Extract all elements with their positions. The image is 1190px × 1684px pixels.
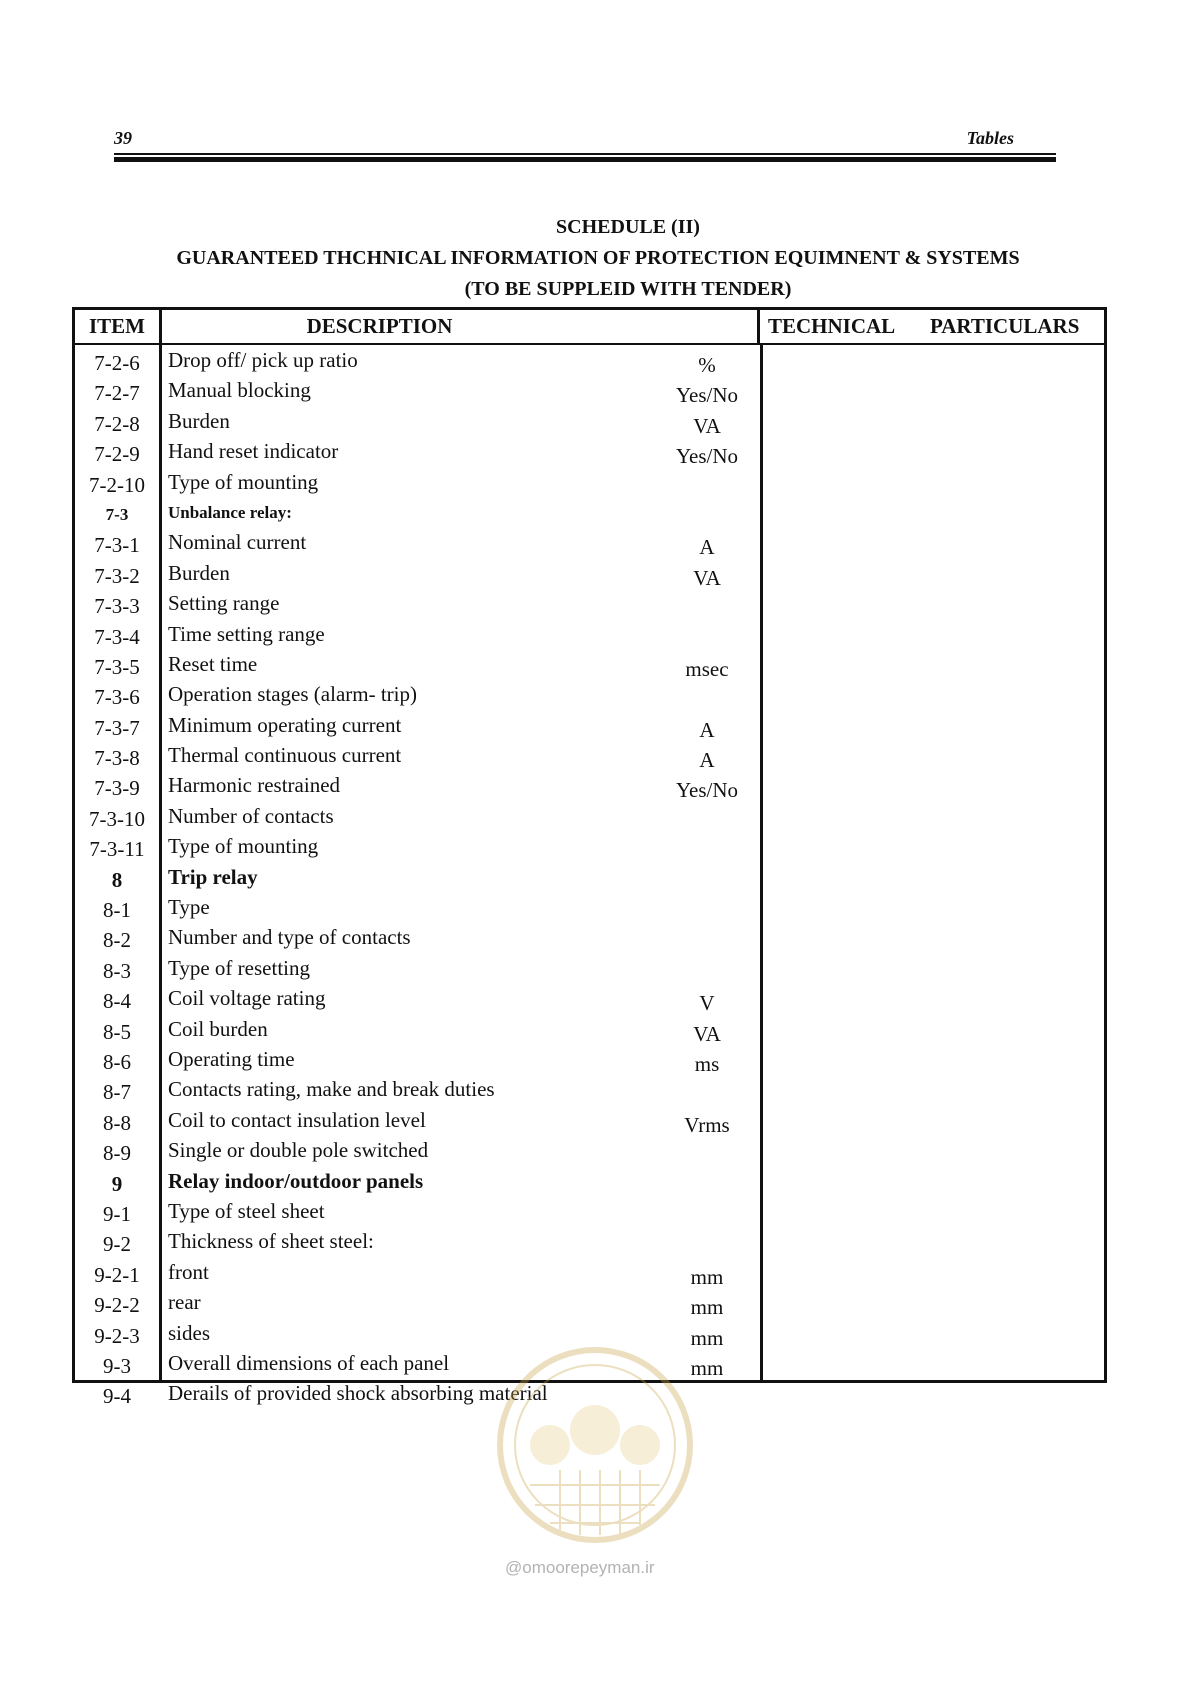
- item-cell: 8-9: [103, 1141, 131, 1166]
- description-cell: Hand reset indicator: [168, 439, 339, 464]
- item-cell: 7-3-8: [94, 746, 140, 771]
- unit-cell: ms: [694, 1051, 720, 1076]
- description-cell: Coil voltage rating: [168, 986, 326, 1011]
- description-cell: Nominal current: [168, 530, 307, 555]
- description-cell: Thickness of sheet steel:: [168, 1229, 374, 1254]
- unit-cell: A: [699, 717, 715, 742]
- description-cell: Setting range: [168, 591, 280, 616]
- item-cell: 7-2-8: [94, 411, 140, 436]
- item-cell: 8-8: [103, 1110, 131, 1135]
- item-cell: 9-4: [103, 1384, 131, 1409]
- table-body: [75, 345, 1104, 1409]
- unit-cell: Yes/No: [675, 444, 739, 469]
- description-cell: Burden: [168, 560, 230, 585]
- description-cell: Trip relay: [168, 864, 258, 889]
- description-cell: Unbalance relay:: [168, 502, 292, 522]
- item-cell: 8-4: [103, 989, 131, 1014]
- description-cell: Coil to contact insulation level: [168, 1107, 426, 1132]
- item-cell: 7-3-10: [89, 806, 145, 831]
- table-row: [162, 1105, 760, 1135]
- description-cell: front: [168, 1259, 209, 1284]
- description-cell: Coil burden: [168, 1016, 268, 1041]
- unit-cell: Vrms: [684, 1112, 730, 1137]
- table-row: [162, 710, 760, 740]
- item-cell: 8-3: [103, 958, 131, 983]
- item-cell: 8-6: [103, 1049, 131, 1074]
- table-row: [162, 1044, 760, 1074]
- item-cell: 7-3: [105, 504, 129, 524]
- description-cell: Burden: [168, 408, 230, 433]
- item-cell: 9-2-2: [94, 1293, 140, 1318]
- description-cell: Type of mounting: [168, 834, 319, 859]
- description-cell: Overall dimensions of each panel: [168, 1350, 450, 1375]
- header-rule-thick: [114, 157, 1056, 162]
- table-row: [162, 619, 760, 649]
- item-cell: 7-3-4: [94, 624, 140, 649]
- description-cell: Harmonic restrained: [168, 773, 341, 798]
- description-cell: Time setting range: [168, 621, 325, 646]
- table-row: [162, 588, 760, 618]
- description-cell: rear: [168, 1290, 201, 1315]
- item-cell: 9-2-1: [94, 1262, 140, 1287]
- table-row: [162, 375, 760, 408]
- watermark-seal: [490, 1335, 700, 1565]
- unit-cell: VA: [693, 565, 721, 590]
- table-row: [162, 1135, 760, 1165]
- schedule-title: SCHEDULE (II): [556, 216, 700, 238]
- item-cell: 9-2-3: [94, 1323, 140, 1348]
- item-cell: 8-7: [103, 1080, 131, 1105]
- column-header-technical-particulars: [760, 310, 1104, 343]
- description-cell: Type: [168, 895, 210, 920]
- table-row: [162, 1166, 760, 1196]
- unit-cell: A: [699, 748, 715, 773]
- item-cell: 7-3-3: [94, 594, 140, 619]
- item-column: [75, 345, 162, 1409]
- schedule-note: (TO BE SUPPLEID WITH TENDER): [464, 278, 792, 300]
- column-header-particulars: PARTICULARS: [930, 314, 1080, 338]
- description-column: [162, 345, 763, 1406]
- table-row: [162, 1014, 760, 1044]
- table-row: [162, 497, 760, 527]
- unit-cell: V: [699, 991, 715, 1016]
- item-cell: 7-2-10: [89, 472, 145, 497]
- description-cell: Type of mounting: [168, 469, 319, 494]
- unit-cell: mm: [690, 1325, 724, 1350]
- description-cell: Type of steel sheet: [168, 1198, 325, 1223]
- table-row: [162, 862, 760, 892]
- table-row: [162, 740, 760, 773]
- table-row: [162, 649, 760, 679]
- description-cell: Contacts rating, make and break duties: [168, 1077, 495, 1102]
- item-cell: 7-2-7: [94, 381, 140, 406]
- description-cell: Type of resetting: [168, 955, 310, 980]
- item-cell: 7-3-7: [94, 715, 140, 740]
- table-row: [162, 1287, 760, 1320]
- table-row: [162, 527, 760, 560]
- item-cell: 8: [111, 867, 123, 892]
- unit-cell: %: [698, 353, 716, 377]
- technical-particulars-column: [763, 345, 1104, 1380]
- unit-cell: msec: [685, 656, 729, 681]
- item-cell: 9: [111, 1171, 123, 1196]
- section-title: Tables: [966, 128, 1014, 148]
- item-cell: 7-3-5: [94, 654, 140, 679]
- table-row: [162, 406, 760, 436]
- column-header-item: ITEM: [75, 310, 162, 343]
- table-row: [162, 953, 760, 983]
- item-cell: 8-2: [103, 928, 131, 953]
- item-cell: 7-2-6: [94, 351, 140, 375]
- table-row: [162, 831, 760, 861]
- description-cell: Derails of provided shock absorbing material: [168, 1381, 548, 1406]
- item-cell: 8-1: [103, 898, 131, 923]
- item-cell: 7-3-6: [94, 685, 140, 710]
- table-row: [162, 1226, 760, 1256]
- description-cell: Drop off/ pick up ratio: [168, 348, 358, 372]
- schedule-table: [72, 307, 1107, 1409]
- unit-cell: VA: [693, 1021, 721, 1046]
- unit-cell: mm: [690, 1264, 724, 1289]
- table-row: [162, 1074, 760, 1104]
- description-cell: Number of contacts: [168, 803, 334, 828]
- table-row: [162, 770, 760, 803]
- item-cell: 7-3-2: [94, 563, 140, 588]
- schedule-titles: [72, 212, 1172, 305]
- table-row: [162, 892, 760, 922]
- item-cell: 7-3-11: [89, 837, 145, 862]
- unit-cell: VA: [693, 413, 721, 438]
- column-header-technical: TECHNICAL: [768, 314, 896, 338]
- unit-cell: mm: [690, 1295, 724, 1320]
- description-cell: Manual blocking: [168, 378, 311, 403]
- table-row: [162, 467, 760, 497]
- description-cell: Number and type of contacts: [168, 925, 411, 950]
- table-row: [162, 436, 760, 469]
- description-cell: Thermal continuous current: [168, 743, 402, 768]
- unit-cell: Yes/No: [675, 383, 739, 408]
- table-row: [162, 801, 760, 831]
- table-row: [162, 922, 760, 952]
- description-cell: sides: [168, 1320, 210, 1345]
- header-rule-thin: [114, 153, 1056, 155]
- description-cell: Relay indoor/outdoor panels: [168, 1168, 424, 1193]
- table-row: [162, 558, 760, 588]
- item-cell: 7-3-1: [94, 533, 140, 558]
- page-number: 39: [114, 128, 132, 148]
- table-header: [75, 310, 1104, 345]
- table-row: [162, 1196, 760, 1226]
- description-cell: Reset time: [168, 651, 258, 676]
- table-row: [162, 1257, 760, 1287]
- unit-cell: A: [699, 535, 715, 560]
- description-cell: Single or double pole switched: [168, 1138, 429, 1163]
- description-cell: Operating time: [168, 1046, 295, 1071]
- item-cell: 9-1: [103, 1201, 131, 1226]
- item-cell: 9-3: [103, 1353, 131, 1378]
- description-cell: Operation stages (alarm- trip): [168, 682, 417, 707]
- unit-cell: mm: [690, 1355, 724, 1380]
- watermark-text: @omoorepeyman.ir: [505, 1558, 655, 1577]
- table-row: [162, 983, 760, 1016]
- table-row: [162, 345, 760, 375]
- unit-cell: Yes/No: [675, 778, 739, 803]
- table-row: [162, 679, 760, 709]
- item-cell: 9-2: [103, 1232, 131, 1257]
- item-cell: 7-2-9: [94, 442, 140, 467]
- column-header-description: DESCRIPTION: [162, 310, 760, 343]
- item-cell: 8-5: [103, 1019, 131, 1044]
- item-cell: 7-3-9: [94, 776, 140, 801]
- description-cell: Minimum operating current: [168, 712, 402, 737]
- schedule-subtitle: GUARANTEED THCHNICAL INFORMATION OF PROTECTION EQUIMNENT & SYSTEMS: [176, 247, 1020, 269]
